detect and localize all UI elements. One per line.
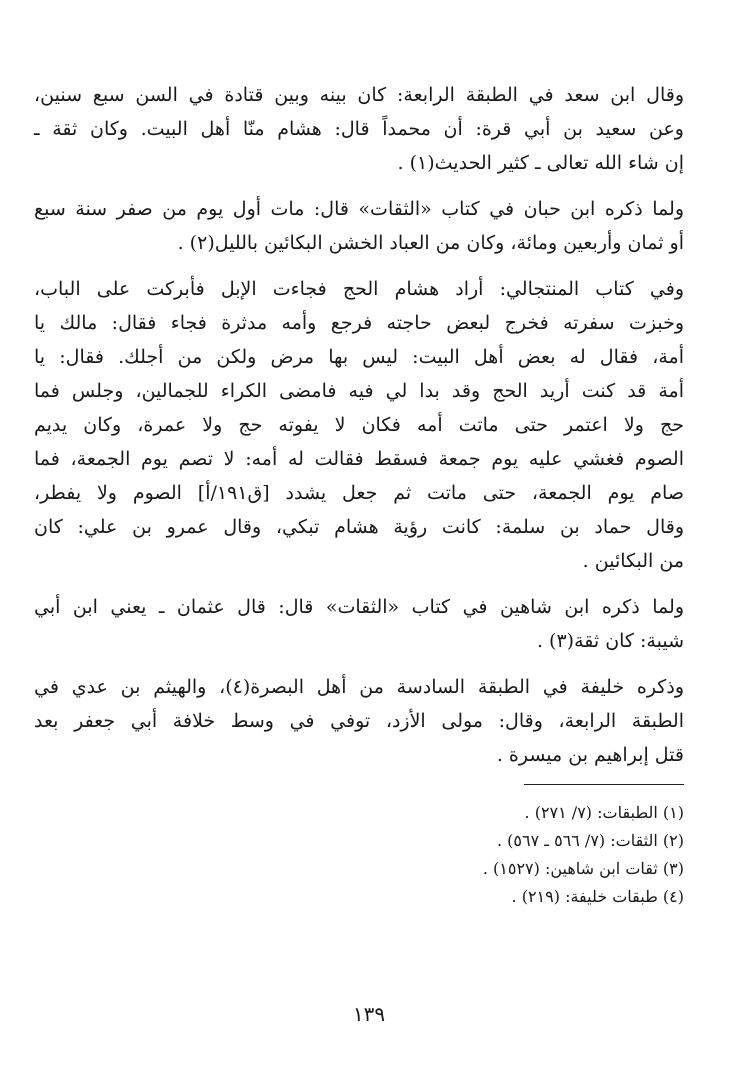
text-line: أو ثمان وأربعين ومائة، وكان من العباد الخشن البكائين بالليل(٢) . xyxy=(177,232,684,254)
text-line: صام يوم الجمعة، حتى ماتت ثم جعل يشدد [ق١٩١/أ] الصوم ولا يفطر، xyxy=(34,482,684,504)
text-line: شيبة: كان ثقة(٣) . xyxy=(536,630,684,652)
paragraph-muntajali xyxy=(34,272,684,578)
text-line: الطبقة الرابعة، وقال: مولى الأزد، توفي في وسط خلافة أبي جعفر بعد xyxy=(34,710,684,732)
text-line: أمة قد كنت أريد الحج وقد بدا لي فيه فامضى الكراء للجمالين، وجلس فما xyxy=(34,380,684,402)
page-body xyxy=(34,78,684,911)
paragraph-ibn-saad xyxy=(34,78,684,180)
footnote-1: (١) الطبقات: (٧/ ٢٧١) . xyxy=(524,803,684,822)
text-line: ولما ذكره ابن حبان في كتاب «الثقات» قال: مات أول يوم من صفر سنة سبع xyxy=(34,198,684,220)
text-line: أمة، فقال له بعض أهل البيت: ليس بها مرض ولكن من أجلك. فقال: يا xyxy=(34,346,685,368)
text-line: وقال ابن سعد في الطبقة الرابعة: كان بينه وبين قتادة في السن سبع سنين، xyxy=(34,84,684,106)
footnote-3: (٣) ثقات ابن شاهين: (١٥٢٧) . xyxy=(482,859,684,878)
text-line: قتل إبراهيم بن ميسرة . xyxy=(496,744,684,766)
text-line: وخبزت سفرته فخرج لبعض حاجته فرجع وأمه مدثرة فجاء فقال: مالك يا xyxy=(34,312,684,334)
text-line: ولما ذكره ابن شاهين في كتاب «الثقات» قال: قال عثمان ـ يعني ابن أبي xyxy=(34,596,684,618)
text-line: وعن سعيد بن أبي قرة: أن محمداً قال: هشام منّا أهل البيت. وكان ثقة ـ xyxy=(34,118,684,140)
footnote-divider xyxy=(524,784,684,785)
footnote-4: (٤) طبقات خليفة: (٢١٩) . xyxy=(511,887,684,906)
paragraph-khalifa xyxy=(34,670,684,772)
footnote-2: (٢) الثقات: (٧/ ٥٦٦ ـ ٥٦٧) . xyxy=(497,831,684,850)
paragraph-ibn-shahin xyxy=(34,590,684,658)
text-line: الصوم فغشي عليه يوم جمعة فسقط فقالت له أمه: لا تصم يوم الجمعة، فما xyxy=(34,448,684,470)
footnotes xyxy=(34,799,684,911)
page-number: ١٣٩ xyxy=(352,1002,386,1026)
text-line: وذكره خليفة في الطبقة السادسة من أهل البصرة(٤)، والهيثم بن عدي في xyxy=(34,676,684,698)
text-line: وفي كتاب المنتجالي: أراد هشام الحج فجاءت الإبل فأبركت على الباب، xyxy=(34,278,684,300)
text-line: من البكائين . xyxy=(582,550,684,572)
text-line: إن شاء الله تعالى ـ كثير الحديث(١) . xyxy=(397,152,684,174)
text-line: حج ولا اعتمر حتى ماتت أمه فكان لا يفوته حج ولا عمرة، وكان يديم xyxy=(34,414,684,436)
paragraph-ibn-hibban xyxy=(34,192,684,260)
text-line: وقال حماد بن سلمة: كانت رؤية هشام تبكي، وقال عمرو بن علي: كان xyxy=(34,516,684,538)
